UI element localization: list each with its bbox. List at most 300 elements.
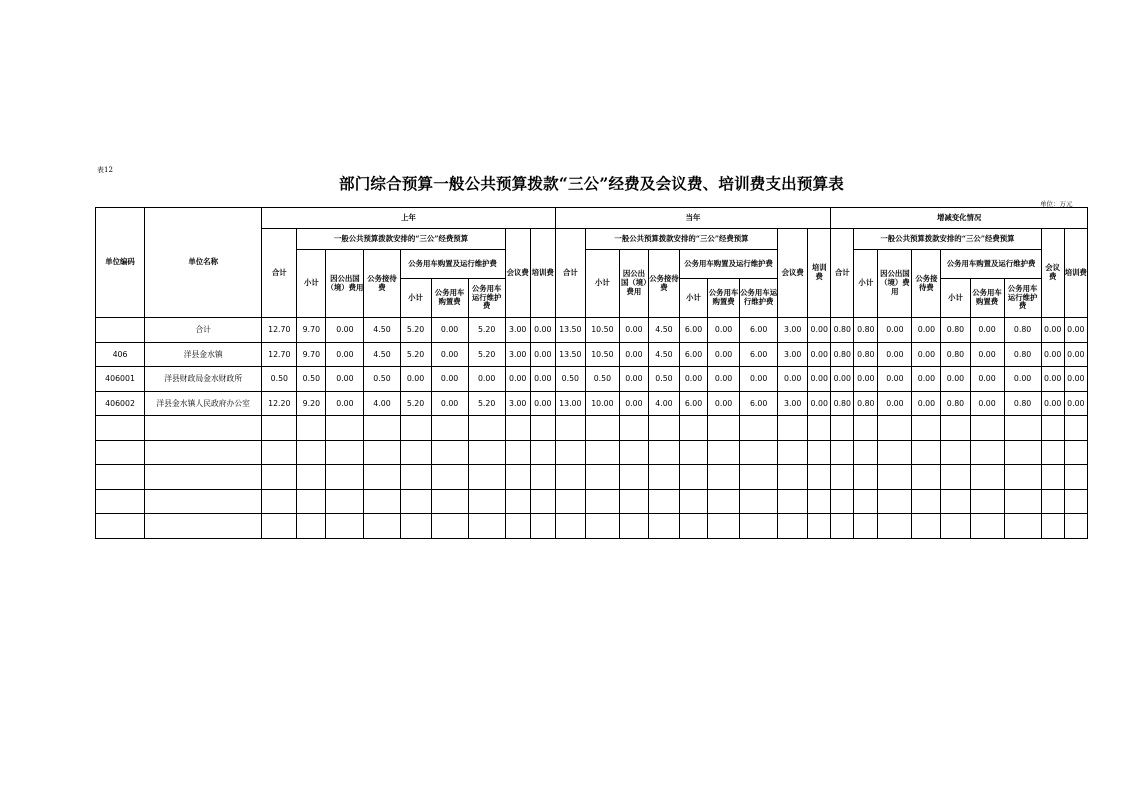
value-cell: 0.50 [297, 367, 326, 392]
value-cell: 0.50 [364, 367, 400, 392]
value-cell: 3.00 [505, 342, 530, 367]
value-cell: 0.80 [831, 342, 854, 367]
unit-name-cell: 洋县财政局金水财政所 [145, 367, 262, 392]
empty-cell [1041, 514, 1064, 539]
empty-cell [708, 489, 740, 514]
value-cell: 4.50 [648, 318, 679, 343]
value-cell: 0.00 [878, 318, 912, 343]
value-cell: 0.00 [708, 342, 740, 367]
value-cell: 0.00 [941, 367, 970, 392]
empty-cell [708, 416, 740, 441]
empty-cell [878, 465, 912, 490]
header-vehicle-purchase: 公务用车购置费 [708, 279, 740, 318]
value-cell: 0.00 [740, 367, 778, 392]
unit-name-cell: 合计 [145, 318, 262, 343]
empty-cell [619, 416, 648, 441]
header-meeting: 会议费 [778, 229, 808, 318]
header-vehicle: 公务用车购置及运行维护费 [680, 250, 778, 279]
value-cell: 0.50 [648, 367, 679, 392]
empty-cell [619, 440, 648, 465]
empty-cell [708, 440, 740, 465]
empty-cell [400, 514, 431, 539]
value-cell: 0.50 [555, 367, 585, 392]
header-training: 培训费 [1064, 229, 1087, 318]
empty-cell [831, 465, 854, 490]
empty-cell [530, 489, 555, 514]
value-cell: 10.00 [585, 391, 619, 416]
value-cell: 0.80 [1004, 318, 1041, 343]
empty-cell [740, 465, 778, 490]
value-cell: 12.70 [262, 318, 297, 343]
empty-cell [297, 416, 326, 441]
header-total: 合计 [831, 229, 854, 318]
value-cell: 0.00 [778, 367, 808, 392]
header-vehicle-subtotal: 小计 [941, 279, 970, 318]
empty-cell [145, 489, 262, 514]
empty-cell [468, 440, 505, 465]
value-cell: 13.00 [555, 391, 585, 416]
value-cell: 0.00 [970, 318, 1004, 343]
empty-cell [808, 465, 831, 490]
empty-cell [505, 465, 530, 490]
value-cell: 9.70 [297, 342, 326, 367]
empty-cell [740, 440, 778, 465]
value-cell: 0.80 [854, 342, 878, 367]
empty-cell [970, 465, 1004, 490]
empty-cell [468, 465, 505, 490]
empty-cell [364, 440, 400, 465]
empty-cell [297, 514, 326, 539]
empty-cell [505, 514, 530, 539]
empty-cell [468, 416, 505, 441]
empty-cell [431, 465, 468, 490]
empty-cell [262, 440, 297, 465]
header-vehicle-purchase: 公务用车购置费 [431, 279, 468, 318]
value-cell: 0.00 [808, 391, 831, 416]
empty-cell [555, 514, 585, 539]
header-three-public: 一般公共预算拨款安排的“三公”经费预算 [585, 229, 777, 250]
value-cell: 0.50 [585, 367, 619, 392]
empty-cell [854, 465, 878, 490]
value-cell: 3.00 [505, 391, 530, 416]
value-cell: 6.00 [680, 318, 708, 343]
unit-code-cell: 406002 [96, 391, 145, 416]
value-cell: 4.00 [364, 391, 400, 416]
value-cell: 0.00 [708, 367, 740, 392]
empty-cell [555, 489, 585, 514]
value-cell: 0.00 [619, 318, 648, 343]
empty-cell [1064, 416, 1087, 441]
empty-cell [941, 514, 970, 539]
value-cell: 12.70 [262, 342, 297, 367]
value-cell: 0.00 [530, 342, 555, 367]
empty-cell [778, 416, 808, 441]
empty-cell [648, 489, 679, 514]
empty-cell [96, 514, 145, 539]
header-unit-code: 单位编码 [96, 208, 145, 318]
value-cell: 4.50 [648, 342, 679, 367]
empty-cell [912, 489, 941, 514]
empty-cell [648, 465, 679, 490]
header-abroad: 因公出国（境）费用 [878, 250, 912, 318]
empty-cell [431, 440, 468, 465]
value-cell: 5.20 [400, 318, 431, 343]
empty-cell [1004, 440, 1041, 465]
empty-row [96, 440, 1088, 465]
value-cell: 0.00 [400, 367, 431, 392]
value-cell: 0.00 [530, 367, 555, 392]
value-cell: 0.80 [854, 318, 878, 343]
value-cell: 0.80 [831, 318, 854, 343]
value-cell: 0.00 [878, 342, 912, 367]
table-number: 表12 [97, 166, 113, 174]
empty-cell [708, 514, 740, 539]
value-cell: 6.00 [740, 342, 778, 367]
empty-cell [970, 440, 1004, 465]
empty-cell [145, 465, 262, 490]
empty-cell [941, 465, 970, 490]
value-cell: 3.00 [778, 318, 808, 343]
empty-cell [400, 465, 431, 490]
value-cell: 0.00 [530, 318, 555, 343]
empty-cell [1041, 465, 1064, 490]
header-total: 合计 [555, 229, 585, 318]
header-vehicle: 公务用车购置及运行维护费 [941, 250, 1041, 279]
value-cell: 12.20 [262, 391, 297, 416]
value-cell: 0.00 [912, 318, 941, 343]
empty-cell [96, 416, 145, 441]
empty-cell [1064, 489, 1087, 514]
empty-cell [808, 489, 831, 514]
value-cell: 0.80 [1004, 342, 1041, 367]
empty-cell [364, 465, 400, 490]
empty-cell [941, 489, 970, 514]
value-cell: 0.00 [970, 367, 1004, 392]
value-cell: 9.70 [297, 318, 326, 343]
header-vehicle-ops: 公务用车运行维护费 [468, 279, 505, 318]
empty-cell [1064, 465, 1087, 490]
empty-cell [648, 416, 679, 441]
empty-cell [878, 514, 912, 539]
table-row [96, 367, 1088, 392]
value-cell: 0.00 [808, 318, 831, 343]
empty-cell [555, 465, 585, 490]
value-cell: 0.80 [831, 391, 854, 416]
header-reception: 公务接待费 [364, 250, 400, 318]
empty-cell [96, 440, 145, 465]
value-cell: 0.00 [1041, 318, 1064, 343]
empty-cell [505, 489, 530, 514]
value-cell: 13.50 [555, 342, 585, 367]
value-cell: 0.00 [1064, 342, 1087, 367]
empty-cell [1064, 440, 1087, 465]
empty-cell [912, 440, 941, 465]
empty-cell [1004, 514, 1041, 539]
header-three-public: 一般公共预算拨款安排的“三公”经费预算 [297, 229, 505, 250]
empty-cell [648, 440, 679, 465]
empty-cell [878, 489, 912, 514]
value-cell: 0.00 [326, 342, 364, 367]
empty-cell [808, 440, 831, 465]
empty-cell [431, 416, 468, 441]
table-row [96, 391, 1088, 416]
value-cell: 0.00 [619, 391, 648, 416]
empty-cell [326, 465, 364, 490]
empty-cell [778, 514, 808, 539]
header-reception: 公务接待费 [912, 250, 941, 318]
value-cell: 10.50 [585, 342, 619, 367]
empty-cell [648, 514, 679, 539]
header-subtotal: 小计 [297, 250, 326, 318]
value-cell: 6.00 [680, 391, 708, 416]
header-reception: 公务接待费 [648, 250, 679, 318]
value-cell: 13.50 [555, 318, 585, 343]
empty-cell [970, 489, 1004, 514]
empty-cell [970, 416, 1004, 441]
value-cell: 0.00 [912, 367, 941, 392]
empty-cell [1041, 489, 1064, 514]
header-subtotal: 小计 [585, 250, 619, 318]
value-cell: 6.00 [740, 391, 778, 416]
value-cell: 4.00 [648, 391, 679, 416]
empty-cell [854, 416, 878, 441]
empty-cell [262, 465, 297, 490]
empty-cell [431, 489, 468, 514]
empty-row [96, 489, 1088, 514]
budget-table [95, 207, 1088, 539]
value-cell: 0.00 [878, 367, 912, 392]
empty-cell [778, 465, 808, 490]
header-abroad: 因公出国（境）费用 [619, 250, 648, 318]
value-cell: 5.20 [468, 318, 505, 343]
value-cell: 0.00 [1064, 391, 1087, 416]
empty-cell [808, 514, 831, 539]
value-cell: 3.00 [505, 318, 530, 343]
empty-cell [970, 514, 1004, 539]
empty-row [96, 514, 1088, 539]
empty-cell [941, 440, 970, 465]
empty-cell [740, 416, 778, 441]
empty-cell [619, 465, 648, 490]
header-unit-name: 单位名称 [145, 208, 262, 318]
empty-cell [400, 489, 431, 514]
empty-row [96, 416, 1088, 441]
empty-cell [912, 465, 941, 490]
header-last-year: 上年 [262, 208, 556, 229]
value-cell: 5.20 [400, 391, 431, 416]
empty-cell [145, 416, 262, 441]
empty-cell [854, 440, 878, 465]
empty-row [96, 465, 1088, 490]
empty-cell [364, 489, 400, 514]
empty-cell [708, 465, 740, 490]
value-cell: 0.00 [326, 367, 364, 392]
empty-cell [297, 465, 326, 490]
empty-cell [878, 416, 912, 441]
value-cell: 0.00 [970, 342, 1004, 367]
value-cell: 0.00 [912, 342, 941, 367]
value-cell: 0.80 [941, 391, 970, 416]
empty-cell [431, 514, 468, 539]
header-vehicle-subtotal: 小计 [680, 279, 708, 318]
empty-cell [912, 416, 941, 441]
page-title: 部门综合预算一般公共预算拨款“三公”经费及会议费、培训费支出预算表 [339, 174, 844, 193]
value-cell: 5.20 [468, 342, 505, 367]
value-cell: 0.00 [505, 367, 530, 392]
empty-cell [96, 489, 145, 514]
empty-cell [555, 416, 585, 441]
empty-cell [912, 514, 941, 539]
empty-cell [680, 416, 708, 441]
value-cell: 0.00 [326, 318, 364, 343]
value-cell: 0.80 [941, 318, 970, 343]
empty-cell [530, 440, 555, 465]
header-subtotal: 小计 [854, 250, 878, 318]
header-three-public: 一般公共预算拨款安排的“三公”经费预算 [854, 229, 1041, 250]
value-cell: 0.00 [619, 367, 648, 392]
empty-cell [145, 440, 262, 465]
header-meeting: 会议费 [1041, 229, 1064, 318]
empty-cell [364, 416, 400, 441]
empty-cell [145, 514, 262, 539]
value-cell: 0.00 [970, 391, 1004, 416]
value-cell: 0.00 [1041, 391, 1064, 416]
empty-cell [326, 514, 364, 539]
value-cell: 0.00 [808, 367, 831, 392]
empty-cell [555, 440, 585, 465]
empty-cell [619, 514, 648, 539]
value-cell: 0.00 [326, 391, 364, 416]
empty-cell [326, 440, 364, 465]
header-vehicle-ops: 公务用车运行维护费 [740, 279, 778, 318]
empty-cell [262, 514, 297, 539]
empty-cell [831, 489, 854, 514]
header-change: 增减变化情况 [831, 208, 1088, 229]
empty-cell [326, 416, 364, 441]
empty-cell [262, 489, 297, 514]
empty-cell [1041, 440, 1064, 465]
empty-cell [505, 416, 530, 441]
empty-cell [585, 440, 619, 465]
empty-cell [1041, 416, 1064, 441]
empty-cell [831, 440, 854, 465]
empty-cell [740, 489, 778, 514]
empty-cell [96, 465, 145, 490]
empty-cell [878, 440, 912, 465]
empty-cell [831, 416, 854, 441]
value-cell: 0.00 [431, 342, 468, 367]
empty-cell [530, 465, 555, 490]
empty-cell [297, 440, 326, 465]
empty-cell [1004, 416, 1041, 441]
value-cell: 0.50 [262, 367, 297, 392]
empty-cell [468, 514, 505, 539]
value-cell: 10.50 [585, 318, 619, 343]
unit-name-cell: 洋县金水镇 [145, 342, 262, 367]
empty-cell [400, 416, 431, 441]
value-cell: 0.00 [854, 367, 878, 392]
empty-cell [778, 440, 808, 465]
value-cell: 0.00 [1041, 342, 1064, 367]
value-cell: 0.80 [854, 391, 878, 416]
value-cell: 0.00 [530, 391, 555, 416]
header-abroad: 因公出国（境）费用 [326, 250, 364, 318]
value-cell: 6.00 [680, 342, 708, 367]
value-cell: 0.00 [831, 367, 854, 392]
unit-name-cell: 洋县金水镇人民政府办公室 [145, 391, 262, 416]
value-cell: 6.00 [740, 318, 778, 343]
header-total: 合计 [262, 229, 297, 318]
value-cell: 3.00 [778, 391, 808, 416]
empty-cell [326, 489, 364, 514]
empty-cell [530, 416, 555, 441]
empty-cell [364, 514, 400, 539]
header-vehicle-subtotal: 小计 [400, 279, 431, 318]
value-cell: 0.00 [708, 318, 740, 343]
value-cell: 0.00 [1064, 318, 1087, 343]
value-cell: 0.00 [708, 391, 740, 416]
value-cell: 0.00 [468, 367, 505, 392]
header-vehicle-purchase: 公务用车购置费 [970, 279, 1004, 318]
empty-cell [530, 514, 555, 539]
table-row [96, 318, 1088, 343]
empty-cell [505, 440, 530, 465]
unit-code-cell: 406 [96, 342, 145, 367]
value-cell: 0.00 [431, 367, 468, 392]
empty-cell [1004, 489, 1041, 514]
header-training: 培训费 [808, 229, 831, 318]
empty-cell [468, 489, 505, 514]
empty-cell [585, 514, 619, 539]
empty-cell [808, 416, 831, 441]
value-cell: 0.00 [808, 342, 831, 367]
empty-cell [740, 514, 778, 539]
empty-cell [831, 514, 854, 539]
value-cell: 0.80 [1004, 391, 1041, 416]
empty-cell [619, 489, 648, 514]
header-training: 培训费 [530, 229, 555, 318]
empty-cell [778, 489, 808, 514]
empty-cell [1064, 514, 1087, 539]
empty-cell [680, 465, 708, 490]
value-cell: 3.00 [778, 342, 808, 367]
value-cell: 0.00 [431, 391, 468, 416]
value-cell: 4.50 [364, 318, 400, 343]
empty-cell [1004, 465, 1041, 490]
value-cell: 0.00 [431, 318, 468, 343]
empty-cell [585, 416, 619, 441]
value-cell: 9.20 [297, 391, 326, 416]
empty-cell [854, 489, 878, 514]
value-cell: 0.80 [941, 342, 970, 367]
table-row [96, 342, 1088, 367]
value-cell: 5.20 [400, 342, 431, 367]
empty-cell [585, 489, 619, 514]
empty-cell [680, 440, 708, 465]
value-cell: 0.00 [619, 342, 648, 367]
value-cell: 0.00 [680, 367, 708, 392]
value-cell: 5.20 [468, 391, 505, 416]
unit-label: 单位：万元 [1040, 200, 1073, 208]
empty-cell [854, 514, 878, 539]
value-cell: 0.00 [1004, 367, 1041, 392]
header-vehicle-ops: 公务用车运行维护费 [1004, 279, 1041, 318]
empty-cell [262, 416, 297, 441]
empty-cell [297, 489, 326, 514]
empty-cell [680, 489, 708, 514]
header-vehicle: 公务用车购置及运行维护费 [400, 250, 505, 279]
unit-code-cell: 406001 [96, 367, 145, 392]
